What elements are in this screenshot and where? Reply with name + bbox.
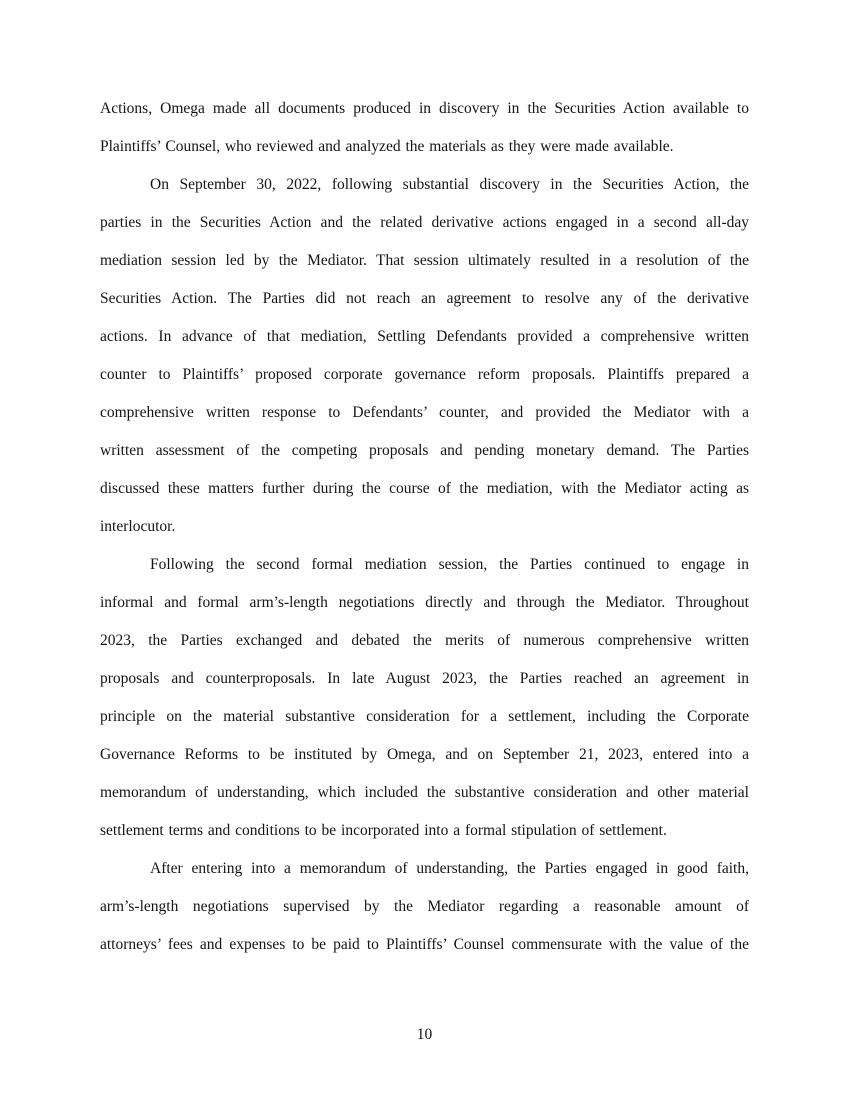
text-line: 2023, the Parties exchanged and debated the merits of numerous comprehensive written — [100, 632, 749, 649]
text-line: arm’s-length negotiations supervised by the Mediator regarding a reasonable amount of — [100, 898, 749, 915]
text-line: written assessment of the competing proposals and pending monetary demand. The Parties — [100, 442, 749, 459]
text-line: Governance Reforms to be instituted by Omega, and on September 21, 2023, entered into a — [100, 746, 749, 763]
text-line: attorneys’ fees and expenses to be paid to Plaintiffs’ Counsel commensurate with the value of the — [100, 936, 749, 953]
text-line: informal and formal arm’s-length negotiations directly and through the Mediator. Throughout — [100, 594, 749, 611]
text-line: counter to Plaintiffs’ proposed corporate governance reform proposals. Plaintiffs prepared a — [100, 366, 749, 383]
paragraph — [100, 166, 749, 546]
text-line: discussed these matters further during the course of the mediation, with the Mediator acting as — [100, 480, 749, 497]
document-body — [100, 90, 749, 964]
text-line: Securities Action. The Parties did not reach an agreement to resolve any of the derivative — [100, 290, 749, 307]
text-line: interlocutor. — [100, 518, 176, 535]
text-line: Plaintiffs’ Counsel, who reviewed and analyzed the materials as they were made available. — [100, 138, 674, 155]
text-line: Following the second formal mediation session, the Parties continued to engage in — [150, 556, 749, 573]
text-line: Actions, Omega made all documents produced in discovery in the Securities Action available to — [100, 100, 749, 117]
text-line: memorandum of understanding, which included the substantive consideration and other material — [100, 784, 749, 801]
text-line: mediation session led by the Mediator. That session ultimately resulted in a resolution of the — [100, 252, 749, 269]
paragraph — [100, 850, 749, 964]
paragraph — [100, 90, 749, 166]
text-line: parties in the Securities Action and the related derivative actions engaged in a second all-day — [100, 214, 749, 231]
text-line: proposals and counterproposals. In late August 2023, the Parties reached an agreement in — [100, 670, 749, 687]
text-line: After entering into a memorandum of understanding, the Parties engaged in good faith, — [150, 860, 749, 877]
paragraph — [100, 546, 749, 850]
text-line: comprehensive written response to Defendants’ counter, and provided the Mediator with a — [100, 404, 749, 421]
text-line: On September 30, 2022, following substantial discovery in the Securities Action, the — [150, 176, 749, 193]
text-line: principle on the material substantive consideration for a settlement, including the Corporate — [100, 708, 749, 725]
text-line: settlement terms and conditions to be incorporated into a formal stipulation of settlement. — [100, 822, 667, 839]
page-number: 10 — [416, 1026, 433, 1043]
text-line: actions. In advance of that mediation, Settling Defendants provided a comprehensive written — [100, 328, 749, 345]
